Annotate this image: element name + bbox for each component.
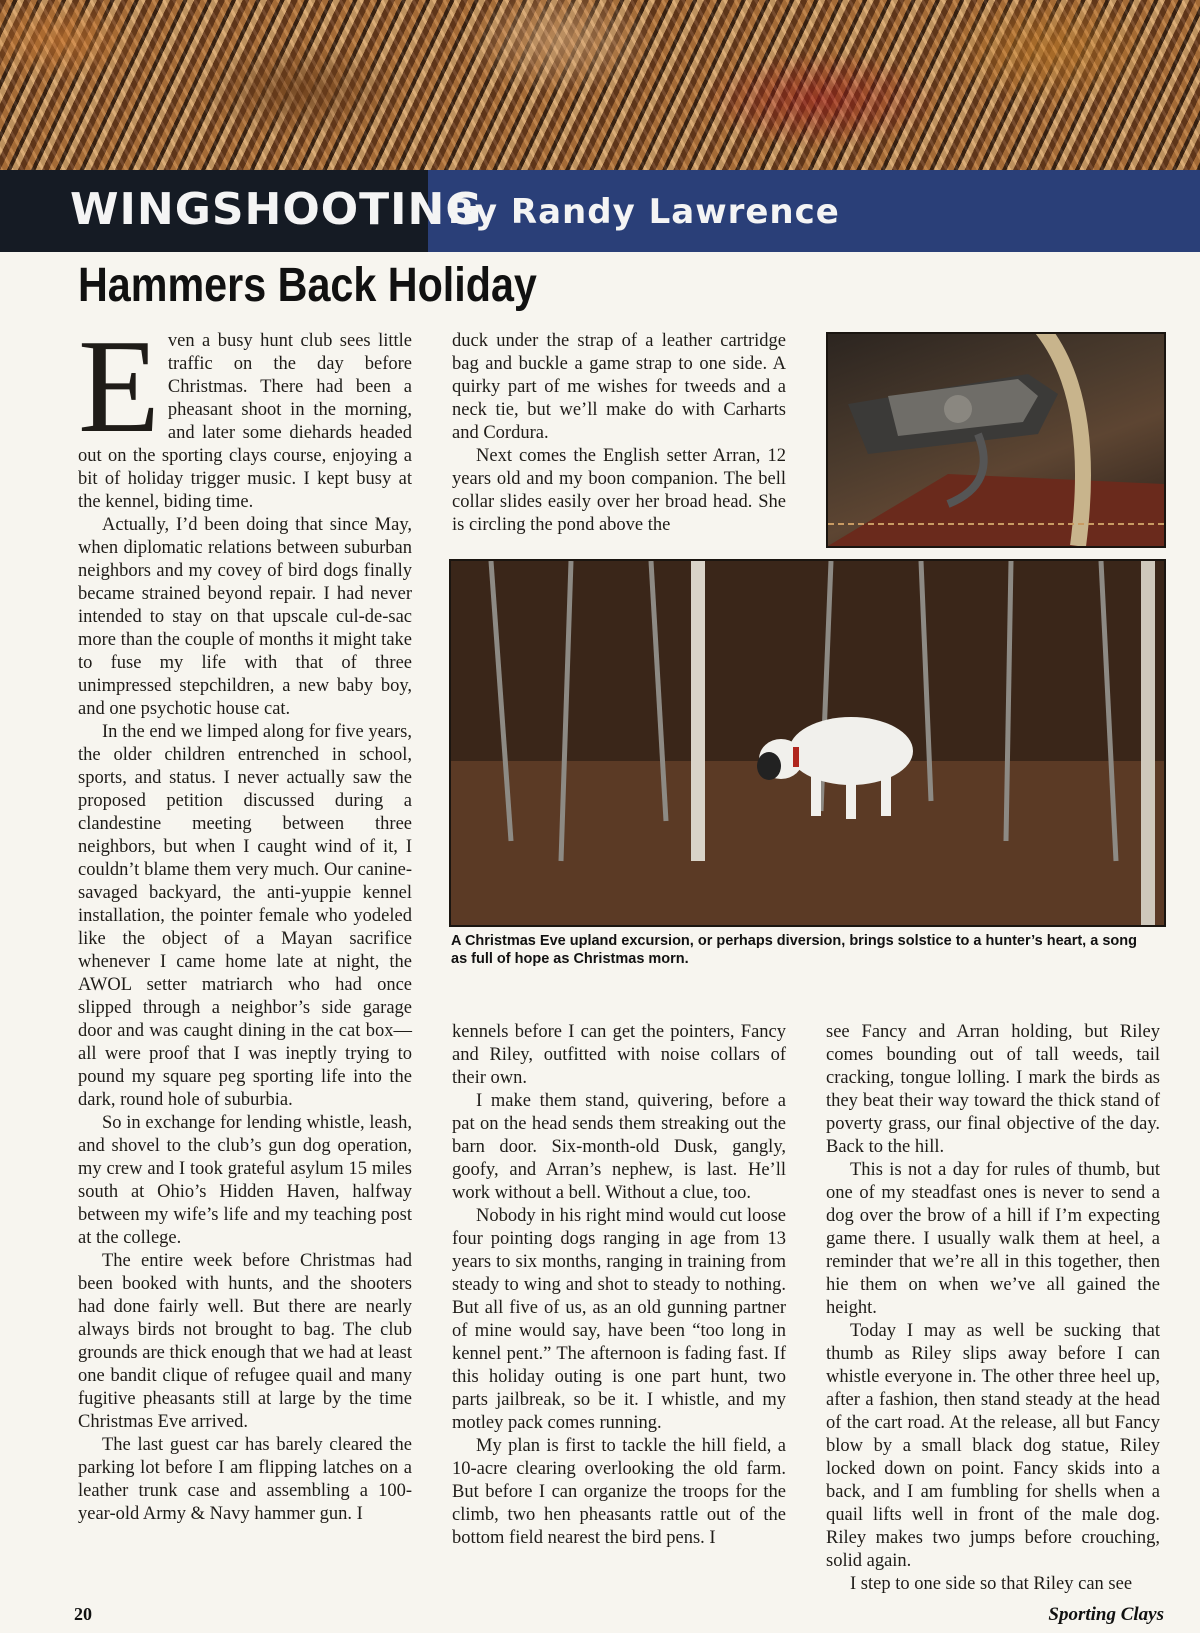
page-number: 20	[74, 1604, 92, 1624]
paragraph: Actually, I’d been doing that since May, when diplomatic relations between suburban neighbors and my covey of bird dogs finally became strained beyond repair. I had never intended to stay on that upscale cul-de-sac more than the couple of months it might take to fuse my life with that of three unimpressed stepchildren, a new baby boy, and one psychotic house cat.	[78, 515, 412, 719]
section-header	[0, 170, 1200, 252]
hammer-gun-photo	[826, 332, 1166, 548]
column-3	[826, 1021, 1160, 1596]
paragraph: This is not a day for rules of thumb, but one of my steadfast ones is never to send a dog over the brow of a hill if I’m expecting game there. I usually walk them at heel, a reminder that we’re all in this together, then hie them on when we’ve all gained the height.	[826, 1160, 1160, 1318]
paragraph: Next comes the English setter Arran, 12 years old and my boon companion. The bell collar slides easily over her broad head. She is circling the pond above the	[452, 446, 786, 535]
paragraph: see Fancy and Arran holding, but Riley comes bounding out of tall weeds, tail cracking, tongue lolling. I mark the birds as they beat their way toward the thick stand of poverty grass, our final objective of the day. Back to the hill.	[826, 1022, 1160, 1157]
paragraph: I step to one side so that Riley can see	[850, 1574, 1133, 1594]
byline: By Randy Lawrence	[448, 192, 840, 232]
setter-in-woods-photo	[449, 559, 1166, 927]
drop-cap: E	[78, 312, 160, 460]
paragraph: Nobody in his right mind would cut loose four pointing dogs ranging in age from 13 years to six months, ranging in training from steady to wing and shot to steady to nothing. But all five of us, as an old gunning partner of mine would say, have been “too long in kennel pent.” The afternoon is fading fast. If this holiday outing is one part hunt, two parts jailbreak, so be it. I whistle, and my motley pack comes running.	[452, 1206, 786, 1433]
paragraph: Even a busy hunt club sees little traffic on the day before Christmas. There had been a pheasant shoot in the morning, and later some diehards headed out on the sporting clays course, enjoying a bit of holiday trigger music. I kept busy at the kennel, biding time.	[78, 312, 412, 512]
paragraph: The last guest car has barely cleared the parking lot before I am flipping latches on a leather trunk case and assembling a 100-year-old Army & Navy hammer gun. I	[78, 1435, 412, 1524]
photo-caption: A Christmas Eve upland excursion, or perhaps diversion, brings solstice to a hunter’s heart, a song as full of hope as Christmas morn.	[451, 933, 1137, 967]
column-1	[78, 312, 412, 1526]
paragraph: So in exchange for lending whistle, leash, and shovel to the club’s gun dog operation, my crew and I took grateful asylum 15 miles south at Ohio’s Hidden Haven, halfway between my wife’s life and my teaching post at the college.	[78, 1113, 412, 1248]
column-2-bottom	[452, 1021, 786, 1550]
article-headline: Hammers Back Holiday	[78, 259, 537, 312]
section-title: WINGSHOOTING	[70, 184, 483, 235]
paragraph: In the end we limped along for five years, the older children entrenched in school, sports, and status. I never actually saw the proposed petition discussed during a clandestine meeting between three neighbors, but when I caught wind of it, I couldn’t blame them very much. Our canine-savaged backyard, the anti-yuppie kennel installation, the pointer female who yodeled like the object of a Mayan sacrifice whenever I came home late at night, the AWOL setter matriarch who had once slipped through a neighbor’s side garage door and was caught dining in the cat box—all were proof that I was ineptly trying to pound my square peg sporting life into the dark, round hole of suburbia.	[78, 722, 412, 1110]
column-2-top	[452, 330, 786, 537]
feather-banner-image	[0, 0, 1200, 170]
magazine-name: Sporting Clays	[1048, 1604, 1164, 1625]
paragraph: I make them stand, quivering, before a pat on the head sends them streaking out the barn door. Six-month-old Dusk, gangly, goofy, and Arran’s nephew, is last. He’ll work without a bell. Without a clue, too.	[452, 1091, 786, 1203]
paragraph: My plan is first to tackle the hill field, a 10-acre clearing overlooking the old farm. But before I can organize the troops for the climb, two hen pheasants rattle out of the bottom field nearest the bird pens. I	[452, 1436, 786, 1548]
paragraph: duck under the strap of a leather cartridge bag and buckle a game strap to one side. A quirky part of me wishes for tweeds and a neck tie, but we’ll make do with Carharts and Cordura.	[452, 331, 786, 443]
paragraph: kennels before I can get the pointers, Fancy and Riley, outfitted with noise collars of their own.	[452, 1022, 786, 1088]
paragraph: Today I may as well be sucking that thumb as Riley slips away before I can whistle everyone in. The other three heel up, after a fashion, then stand steady at the head of the cart road. At the release, all but Fancy blow by a small black dog statue, Riley locked down on point. Fancy skids into a back, and I am fumbling for shells when a quail lifts well in front of the male dog. Riley makes two jumps before crouching, solid again.	[826, 1321, 1160, 1571]
paragraph: The entire week before Christmas had been booked with hunts, and the shooters had done fairly well. But there are nearly always birds not brought to bag. The club grounds are thick enough that we had at least one bandit clique of refugee quail and many fugitive pheasants still at large by the time Christmas Eve arrived.	[78, 1251, 412, 1432]
